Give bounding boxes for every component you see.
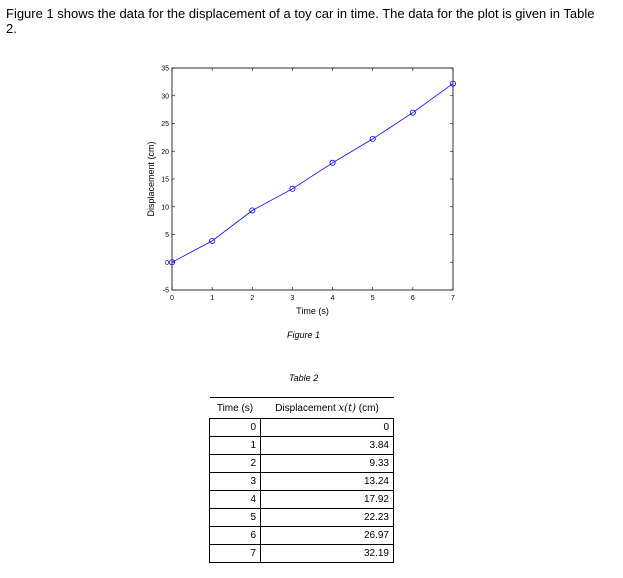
displacement-cell: 32.19	[261, 545, 394, 563]
y-tick-label: 25	[161, 121, 169, 128]
time-cell: 7	[210, 545, 261, 563]
y-tick-label: 30	[161, 93, 169, 101]
y-tick-label: 10	[161, 204, 169, 212]
table-row	[210, 509, 394, 527]
time-cell: 3	[210, 473, 261, 491]
x-tick-label: 5	[370, 295, 375, 302]
x-tick-label: 3	[290, 295, 295, 302]
y-axis-label: Displacement (cm)	[146, 141, 156, 217]
table-row	[210, 473, 394, 491]
table-caption: Table 2	[289, 373, 319, 383]
y-tick-label: -5	[162, 287, 169, 295]
table-row	[210, 455, 394, 473]
intro-text: Figure 1 shows the data for the displacement of a toy car in time. The data for the plot is given in Table 2.	[6, 6, 595, 36]
time-cell: 6	[210, 527, 261, 545]
y-tick-label: 15	[161, 176, 169, 184]
x-tick-label: 1	[210, 295, 215, 302]
x-tick-label: 4	[330, 295, 335, 302]
time-cell: 4	[210, 491, 261, 509]
y-tick-label: 5	[165, 232, 169, 239]
x-tick-label: 0	[170, 295, 174, 302]
x-tick-label: 7	[451, 295, 455, 302]
y-tick-label: 20	[161, 148, 169, 156]
table-header-row	[210, 398, 394, 419]
displacement-cell: 26.97	[261, 527, 394, 545]
displacement-cell: 9.33	[261, 455, 394, 473]
header-time: Time (s)	[210, 398, 261, 419]
time-cell: 0	[210, 419, 261, 437]
y-tick-label: 0	[165, 259, 169, 267]
time-cell: 2	[210, 455, 261, 473]
header-displacement: Displacement x(t) (cm)	[261, 398, 394, 419]
x-tick-label: 2	[250, 295, 255, 302]
table-row	[210, 437, 394, 455]
x-tick-label: 6	[410, 295, 415, 302]
displacement-cell: 22.23	[261, 509, 394, 527]
displacement-cell: 3.84	[261, 437, 394, 455]
table-row	[210, 419, 394, 437]
x-axis-label: Time (s)	[296, 306, 329, 316]
table-row	[210, 545, 394, 563]
plot-area	[172, 68, 453, 290]
displacement-cell: 0	[261, 419, 394, 437]
displacement-cell: 17.92	[261, 491, 394, 509]
table-row	[210, 527, 394, 545]
data-table	[209, 397, 394, 563]
time-cell: 1	[210, 437, 261, 455]
y-tick-label: 35	[161, 65, 169, 73]
displacement-cell: 13.24	[261, 473, 394, 491]
time-cell: 5	[210, 509, 261, 527]
table-row	[210, 491, 394, 509]
figure-caption: Figure 1	[287, 330, 321, 340]
